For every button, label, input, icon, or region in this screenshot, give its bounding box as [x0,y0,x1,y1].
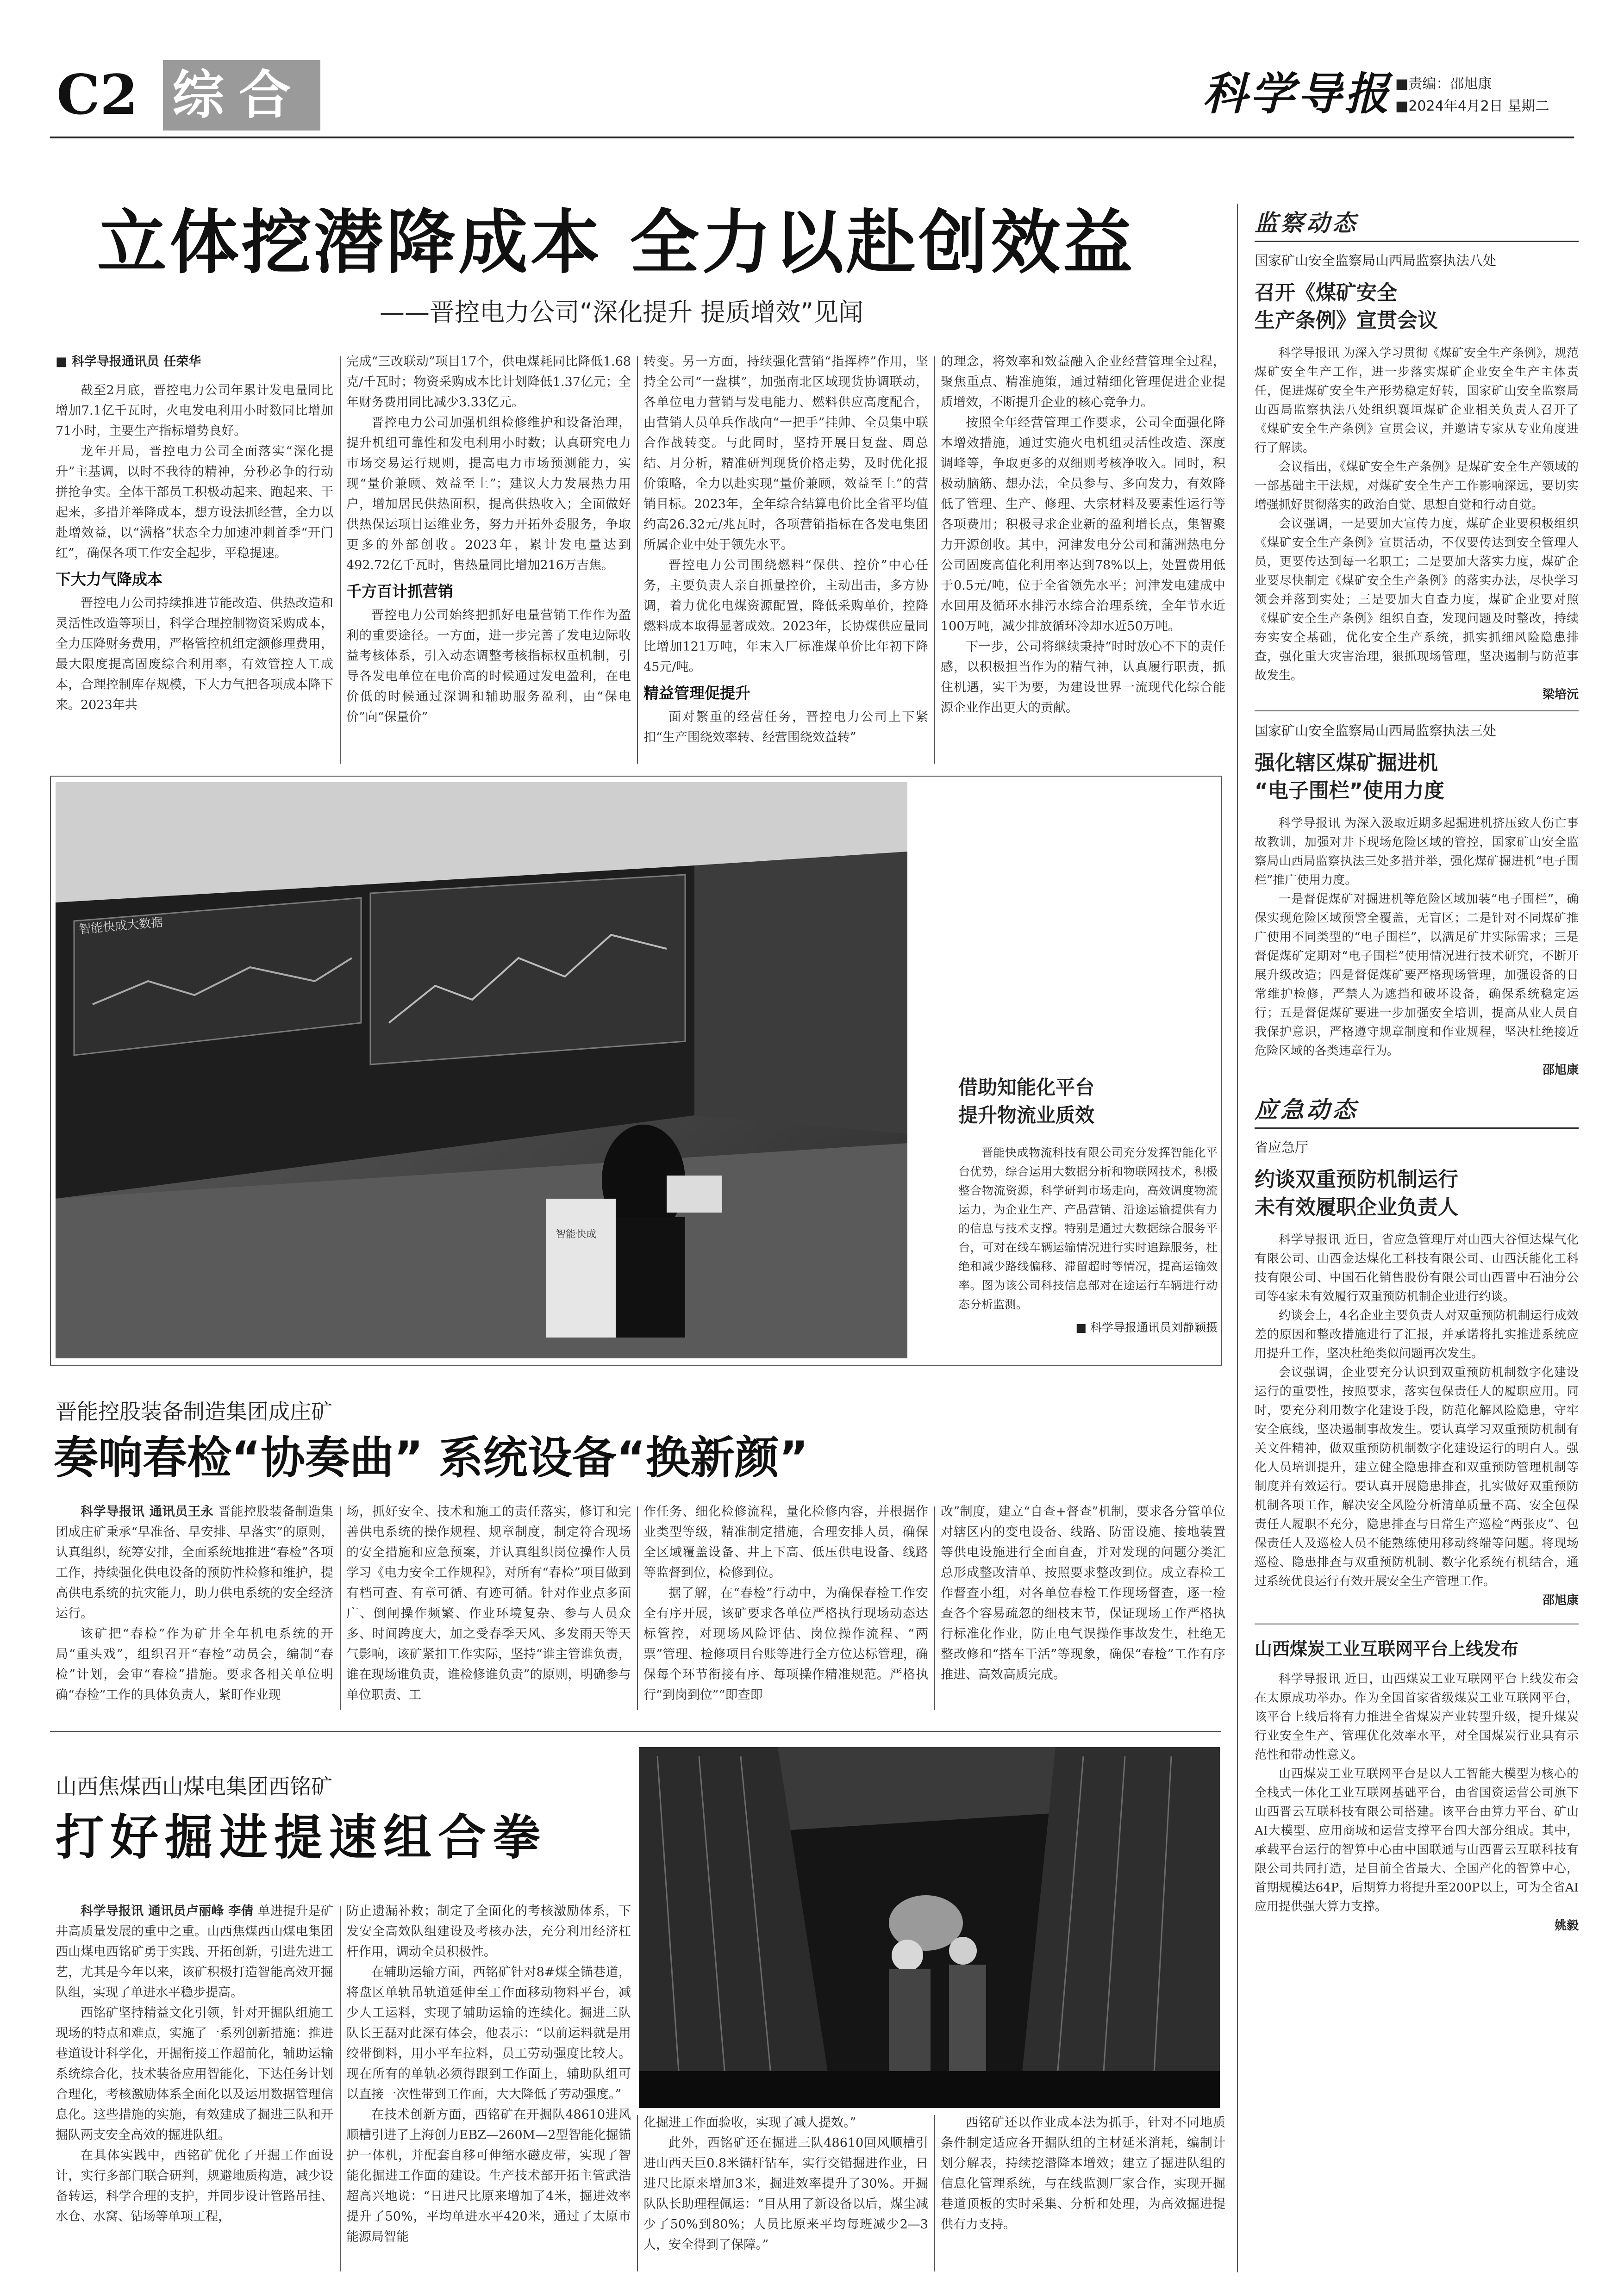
article3-byline: 科学导报讯 通讯员卢丽峰 李倩 [81,1904,254,1918]
sidebar-kicker-3: 省应急厅 [1255,1139,1309,1155]
sidebar-paragraph: 会议强调，企业要充分认识到双重预防机制数字化建设运行的重要性，按照要求，落实包保责任人的履职应用。同时，要充分利用数字化建设手段，防范化解风险隐患，守牢安全底线，坚决遏制事故发生。要认真学习双重预防机制有关文件精神，做双重预防机制数字化建设运行的明白人。强化人员培训提升，建立健全隐患排查和双重预防管理机制等制度并有效运行。要认真开展隐患排查，扎实做好双重预防机制各项工作，解决安全风险分析清单质量不高、安全包保责任人履职不充分，隐患排查与日常生产巡检“两张皮”、包保责任人及巡检人员不能熟练使用移动终端等问题。将现场巡检、隐患排查与双重预防机制、数字化系统有机结合，通过系统优良运行有效开展安全生产管理工作。 [1255,1366,1579,1588]
lead-paragraph: 晋控电力公司围绕燃料“保供、控价”中心任务，主要负责人亲自抓量控价，主动出击，多方协调，着力优化电煤资源配置，降低采购单价，控降燃料成本取得显著成效。2023年，长协煤供应量同比增加121万吨，年末入厂标准煤单价比年初下降45元/吨。 [643,558,928,674]
article2-paragraph: 据了解，在“春检”行动中，为确保春检工作安全有序开展，该矿要求各单位严格执行现场动态达标管控，对现场风险评估、岗位操作流程、“两票”管理、检修项目台账等进行全方位达标管理，确保每个环节衔接有序、每项操作精准规范。严格执行“到岗到位”“即查即 [643,1586,928,1702]
sidebar-paragraph: 一是督促煤矿对掘进机等危险区域加装“电子围栏”，确保实现危险区域预警全覆盖，无盲区；二是针对不同煤矿推广使用不同类型的“电子围栏”，以满足矿井实际需求；三是督促煤矿定期对“电子围栏”使用情况进行技术研究，不断开展升级改造；四是督促煤矿要严格现场管理，加强设备的日常维护检修，严禁人为遮挡和破坏设备，确保系统稳定运行；五是督促煤矿要进一步加强安全培训，提高从业人员自我保护意识，严格遵守规章制度和作业规程，坚决杜绝接近危险区域的各类违章行为。 [1255,892,1579,1058]
paper-name: 科学导报 [1203,68,1392,120]
photo-caption-body: 晋能快成物流科技有限公司充分发挥智能化平台优势，综合运用大数据分析和物联网技术，积极整合物流资源，科学研判市场走向，高效调度物流运力，为企业生产、产品营销、沿途运输提供有力的信息与技术支撑。特别是通过大数据综合服务平台，可对在线车辆运输情况进行实时追踪服务，杜绝和减少路线偏移、滞留超时等情况，提高运输效率。图为该公司科技信息部对在途运行车辆进行动态分析监测。 [958,1146,1218,1311]
sidebar-title-1: 召开《煤矿安全 生产条例》宣贯会议 [1255,281,1438,332]
page-code: C2 [56,62,138,127]
article3-paragraph: 在技术创新方面，西铭矿在开掘队48610进风顺槽引进了上海创力EBZ—260M—2型智能化掘锚护一体机，并配套自移可伸缩水磁皮带，实现了智能化掘进工作面的建设。生产技术部开拓主管武浩超高兴地说：“日进尺比原来增加了4米，掘进效率提升了50%，平均单进水平420米，通过了太原市能源局智能 [346,2108,631,2244]
lead-paragraph: 按照全年经营管理工作要求，公司全面强化降本增效措施，通过实施火电机组灵活性改造、深度调峰等，争取更多的双细则考核净收入。同时，积极动脑筋、想办法，全员参与、多向发力，有效降低了管理、生产、修理、大宗材料及要素性运行等各项费用；积极寻求企业新的盈利增长点，集智聚力开源创收。其中，河津发电分公司和蒲洲热电分公司固废高值化利用率达到78%以上，处置费用低于0.5元/吨，位于全省领先水平；河津发电建成中水回用及循环水排污水综合治理系统，全年节水近100万吨，减少排放循环冷却水近50万吨。 [941,416,1225,634]
sidebar-paragraph: 山西煤炭工业互联网平台是以人工智能大模型为核心的全栈式一体化工业互联网基础平台，由省国资运营公司旗下山西晋云互联科技有限公司搭建。该平台由算力平台、矿山AI大模型、应用商城和运营支撑平台四大部分组成。其中，承载平台运行的智算中心由中国联通与山西晋云互联科技有限公司共同打造，是目前全省最大、全国产化的智算中心，首期规模达64P，后期算力将提升至200P以上，可为全省AI应用提供强大算力支撑。 [1255,1767,1579,1914]
article-divider [50,1731,1221,1732]
lead-paragraph: 晋控电力公司持续推进节能改造、供热改造和灵活性改造等项目，科学合理控制物资采购成本，全力压降财务费用，严格管控机组定额修理费用，最大限度提高固废综合利用率，有效管控人工成本，合理控制库存规模，下大力气把各项成本降下来。2023年共 [56,596,333,712]
photo-frame-top [50,776,1221,777]
sidebar-section-header-1 [1255,208,1579,242]
lead-subhead-2: 千方百计抓营销 [346,582,453,600]
article2-col-1 [56,1502,333,1705]
article3-text: 单进提升是矿井高质量发展的重中之重。山西焦煤西山煤电集团西山煤电西铭矿勇于实践、开拓创新，引进先进工艺，尤其是今年以来，该矿积极打造智能高效开掘队组，实现了单进水平稳步提高。 [56,1904,333,2000]
sidebar-paragraph: 科学导报讯 为深入汲取近期多起掘进机挤压致人伤亡事故教训，加强对井下现场危险区域的管控，国家矿山安全监察局山西局监察执法三处多措并举，强化煤矿掘进机“电子围栏”推广使用力度。 [1255,816,1579,887]
sidebar-header-1-label: 监察动态 [1255,210,1358,236]
sidebar-divider [1237,204,1238,2272]
lead-col-1 [56,352,333,716]
column-rule [340,1906,341,2271]
lead-col-2 [346,352,631,728]
editor-line: ■责编：邵旭康 [1395,76,1492,92]
lead-col-4 [941,352,1225,718]
article3-col-3 [643,2113,928,2255]
column-rule [637,1506,638,1710]
sidebar-block-2 [1255,710,1579,1079]
sidebar-paragraph: 会议指出，《煤矿安全生产条例》是煤矿安全生产领域的一部基础主干法规，对煤矿安全生产工作影响深远，要切实增强抓好贯彻落实的政治自觉、思想自觉和行动自觉。 [1255,460,1579,512]
article3-col-1 [56,1901,333,2227]
article2-kicker: 晋能控股装备制造集团成庄矿 [56,1399,332,1424]
sidebar-author-3: 邵旭康 [1542,1593,1579,1607]
article2-paragraph: 场，抓好安全、技术和施工的责任落实，修订和完善供电系统的操作规程、规章制度，制定符合现场的安全措施和应急预案，并认真组织岗位操作人员学习《电力安全工作规程》，对所有“春检”项目做到有档可查、有章可循、有迹可循。针对作业点多面广、倒闸操作频繁、作业环境复杂、参与人员众多、时间跨度大，加之受春季天风、多发雨天等天气影响，该矿紧扣工作实际，坚持“谁主管谁负责，谁在现场谁负责，谁检修谁负责”的原则，明确参与单位职责、工 [346,1505,631,1702]
article2-title: 奏响春检“协奏曲” 系统设备“换新颜” [54,1432,808,1484]
column-rule [637,2115,638,2271]
photo-credit: ■ 科学导报通讯员刘静颖摄 [1075,1321,1218,1334]
lead-subtitle: ——晋控电力公司“深化提升 提质增效”见闻 [380,298,864,327]
sidebar-paragraph: 科学导报讯 近日，省应急管理厅对山西大谷恒达煤气化有限公司、山西金达煤化工科技有限公司、山西沃能化工科技有限公司、中国石化销售股份有限公司山西晋中石油分公司等4家未有效履行双重预防机制企业进行约谈。 [1255,1233,1579,1304]
article3-paragraph [56,1901,333,2003]
section-name: 综合 [172,65,306,125]
photo-frame-right [1221,776,1222,1366]
article2-text: 晋能控股装备制造集团成庄矿秉承“早准备、早安排、早落实”的原则，认真组织，统筹安排，全面系统地推进“春检”各项工作，持续强化供电设备的预防性检修和维护，提高供电系统的抗灾能力，助力供电系统的安全经济运行。 [56,1505,333,1621]
sidebar-kicker-2: 国家矿山安全监察局山西局监察执法三处 [1255,723,1497,739]
section-badge [163,60,320,131]
photo-caption-box [958,819,1218,1351]
column-rule [340,356,341,764]
photo-control-room [56,782,907,1358]
photo-caption-title: 借助知能化平台 提升物流业质效 [958,1076,1095,1126]
photo-control-room-illustration [56,782,907,1358]
date-line: ■2024年4月2日 星期二 [1395,98,1549,114]
sidebar-title-2: 强化辖区煤矿掘进机 “电子围栏”使用力度 [1255,751,1444,803]
sidebar-author-4: 姚毅 [1554,1919,1579,1933]
article3-title: 打好掘进提速组合拳 [56,1809,548,1866]
lead-col-3 [643,352,928,748]
lead-paragraph: 转变。另一方面，持续强化营销“指挥棒”作用，坚持全公司“一盘棋”，加强南北区域现货协调联动，各单位电力营销与发电能力、燃料供应高度配合，由营销人员单兵作战向“一把手”挂帅、全员集中联合作战转变。与此同时，坚持开展日复盘、周总结、月分析，精准研判现货价格走势，及时优化报价策略，全力以赴实现“量价兼顾，效益至上”的营销目标。2023年，全年综合结算电价比全省平均值约高26.32元/兆瓦时，各项营销指标在各发电集团所属企业中处于领先水平。 [643,355,928,552]
sidebar-paragraph: 会议强调，一是要加大宣传力度，煤矿企业要积极组织《煤矿安全生产条例》宣贯活动，不仅要传达到安全管理人员，更要传达到每一名职工；二是要加大落实力度，煤矿企业要尽快制定《煤矿安全生产条例》的落实办法，尽快学习领会并落到实处；三是要加大自查力度，煤矿企业要对照《煤矿安全生产条例》组织自查，发现问题及时整改，持续夯实安全基础，优化安全生产系统，抓实抓细风险隐患排查，强化重大灾害治理，狠抓现场管理，坚决遏制与防范事故发生。 [1255,517,1579,683]
screen-title: 智能快成大数据 [78,915,164,937]
lead-subhead-1: 下大力气降成本 [56,570,162,588]
lead-title: 立体挖潜降成本 全力以赴创效益 [97,203,1136,283]
lead-paragraph: 晋控电力公司始终把抓好电量营销工作作为盈利的重要途径。一方面，进一步完善了发电边际收益考核体系，引入动态调整考核指标权重机制，引导各发电单位在电价高的时候通过发电盈利，在电价低的时候通过深调和辅助服务盈利，由“保电价”向“保量价” [346,608,631,724]
sidebar-author-2: 邵旭康 [1542,1063,1579,1077]
sidebar-header-2-label: 应急动态 [1255,1096,1358,1123]
article3-paragraph: 西铭矿还以作业成本法为抓手，针对不同地质条件制定适应各开掘队组的主材延米消耗，编制计划分解表，持续挖潜降本增效；建立了掘进队组的信息化管理系统，与在线监测厂家合作，实现开掘巷道顶板的实时采集、分析和处理，为高效掘进提供有力支持。 [941,2116,1225,2232]
article2-col-3 [643,1502,928,1705]
article2-paragraph: 该矿把“春检”作为矿井全年机电系统的开局“重头戏”，组织召开“春检”动员会，编制“春检”计划，会审“春检”措施。要求各相关单位明确“春检”工作的具体负责人，紧盯作业现 [56,1627,333,1702]
sidebar-title-4: 山西煤炭工业互联网平台上线发布 [1255,1639,1519,1659]
lead-paragraph: 面对繁重的经营任务，晋控电力公司上下紧扣“生产围绕效率转、经营围绕效益转” [643,710,928,745]
article2-byline: 科学导报讯 通讯员王永 [81,1505,214,1519]
sidebar-paragraph: 科学导报讯 为深入学习贯彻《煤矿安全生产条例》，规范煤矿安全生产工作，进一步落实煤矿企业安全生产主体责任，促进煤矿安全生产形势稳定好转，国家矿山安全监察局山西局监察执法八处组织襄垣煤矿企业相关负责人召开了《煤矿安全生产条例》宣贯会议，并邀请专家从专业角度进行了解读。 [1255,346,1579,455]
article2-paragraph: 改”制度，建立“自查+督查”机制，要求各分管单位对辖区内的变电设备、线路、防雷设施、接地装置等供电设施进行全面自查，并对发现的问题分类汇总形成整改清单、按照要求整改到位。成立春检工作督查小组，对各单位春检工作现场督查，逐一检查各个容易疏忽的细枝末节，保证现场工作严格执行标准化作业，防止电气误操作事故发生，杜绝无整改修和“搭车干活”等现象，确保“春检”工作有序推进、高效高质完成。 [941,1505,1225,1682]
lead-subhead-3: 精益管理促提升 [643,684,750,702]
masthead [0,0,1624,134]
lead-paragraph: 的理念，将效率和效益融入企业经营管理全过程，聚焦重点、精准施策，通过精细化管理促进企业提质增效，不断提升企业的核心竞争力。 [941,355,1225,410]
sidebar-author-1: 梁培沅 [1542,688,1579,702]
photo-frame-left [50,776,51,1366]
lead-paragraph: 下一步，公司将继续秉持“时时放心不下的责任感，以积极担当作为的精气神，认真履行职责，抓住机遇，实干为要，为建设世界一流现代化综合能源企业作出更大的贡献。 [941,640,1225,715]
article3-col-2 [346,1901,631,2247]
sidebar [1255,208,1579,1935]
article3-paragraph: 在辅助运输方面，西铭矿针对8#煤全锚巷道，将盘区单轨吊轨道延伸至工作面移动物料平台，减少人工运料，实现了辅助运输的连续化。掘进三队队长王磊对此深有体会，他表示：“以前运料就是用绞带倒料，用小平车拉料，员工劳动强度比较大。现在所有的单轨必须得跟到工作面上，辅助队组可以直接一次性带到工作面，大大降低了劳动强度。” [346,1965,631,2102]
article3-paragraph: 防止遗漏补救；制定了全面化的考核激励体系，下发安全高效队组建设及考核办法，充分利用经济杠杆作用，调动全员积极性。 [346,1904,631,1959]
column-rule [340,1506,341,1710]
article2-paragraph: 作任务、细化检修流程，量化检修内容，并根据作业类型等级，精准制定措施，合理安排人员，确保全区域覆盖设备、井上下高、低压供电设备、线路等监督到位，检修到位。 [643,1505,928,1580]
sidebar-block-4 [1255,1624,1579,1935]
lead-byline: ■ 科学导报通讯员 任荣华 [56,355,201,369]
column-rule [934,2115,935,2271]
column-rule [934,1506,935,1710]
article3-paragraph: 此外，西铭矿还在掘进三队48610回风顺槽引进山西天巨0.8米锚杆钻车，实行交错掘进作业，日进尺比原来增加3米，掘进效率提升了30%。开掘队队长助理程佩运：“目从用了新设备以后，煤尘减少了50%到80%；人员比原来平均每班减少2—3人，安全得到了保障。” [643,2136,928,2252]
photo-frame-bottom [50,1365,1221,1366]
photo-mine-tunnel [639,1747,1220,2108]
article3-paragraph: 西铭矿坚持精益文化引领，针对开掘队组施工现场的特点和难点，实施了一系列创新措施：推进巷道设计科学化，开掘衔接工作超前化，辅助运输系统综合化，技术装备应用智能化，下达任务计划合理化，考核激励体系全面化以及运用数据管理信息化。这些措施的实施，有效建成了掘进三队和开掘队两支安全高效的掘进队组。 [56,2006,333,2142]
sidebar-title-3: 约谈双重预防机制运行 未有效履职企业负责人 [1255,1168,1458,1219]
lead-paragraph: 龙年开局，晋控电力公司全面落实“深化提升”主基调，以时不我待的精神，分秒必争的行动拼抢争实。全体干部员工积极动起来、跑起来、干起来，多措并举降成本，想方设法抓经营，全力以赴增效益，以“满格”状态全力加速冲刺首季“开门红”，确保各项工作安全起步，平稳提速。 [56,444,333,560]
lead-paragraph: 完成“三改联动”项目17个，供电煤耗同比降低1.68克/千瓦时；物资采购成本比计划降低1.37亿元；全年财务费用同比减少3.33亿元。 [346,355,631,410]
article3-col-4 [941,2113,1225,2235]
sidebar-paragraph: 科学导报讯 近日，山西煤炭工业互联网平台上线发布会在太原成功举办。作为全国首家省级煤炭工业互联网平台，该平台上线后将有力推进全省煤炭产业转型升级，提升煤炭行业安全生产、管理优化效率水平，对全国煤炭行业具有示范性和带动性意义。 [1255,1672,1579,1762]
lead-paragraph: 截至2月底，晋控电力公司年累计发电量同比增加7.1亿千瓦时，火电发电利用小时数同比增加71小时，主要生产指标增势良好。 [56,383,333,438]
article3-paragraph: 在具体实践中，西铭矿优化了开掘工作面设计，实行多部门联合研判，规避地质构造，减少设备转运，科学合理的支护，并同步设计管路吊挂、水仓、水窝、钻场等单项工程， [56,2148,333,2224]
photo-mine-tunnel-illustration [639,1747,1220,2108]
column-rule [934,356,935,764]
article2-col-4 [941,1502,1225,1685]
column-rule [637,356,638,764]
masthead-rule [50,137,1574,138]
sidebar-section-header-2 [1255,1095,1579,1129]
article2-paragraph [56,1502,333,1624]
article3-paragraph: 化掘进工作面验收，实现了减人提效。” [643,2116,856,2130]
lead-paragraph: 晋控电力公司加强机组检修维护和设备治理，提升机组可靠性和发电利用小时数；认真研究电力市场交易运行规则，提高电力市场预测能力，实现“量价兼顾、效益至上”；建议大力发展热力用户，增加居民供热面积，提高供热收入；全面做好供热保运项目运维业务，努力开拓外委服务，争取更多的外部创收。2023年，累计发电量达到492.72亿千瓦时，售热量同比增加216万吉焦。 [346,416,631,572]
article3-kicker: 山西焦煤西山煤电集团西铭矿 [56,1774,332,1799]
podium-label: 智能快成 [556,1229,597,1240]
sidebar-kicker-1: 国家矿山安全监察局山西局监察执法八处 [1255,253,1497,268]
sidebar-paragraph: 约谈会上，4名企业主要负责人对双重预防机制运行成效差的原因和整改措施进行了汇报，并承诺将扎实推进系统应用提升工作，坚决杜绝类似问题再次发生。 [1255,1309,1579,1361]
article2-col-2 [346,1502,631,1705]
